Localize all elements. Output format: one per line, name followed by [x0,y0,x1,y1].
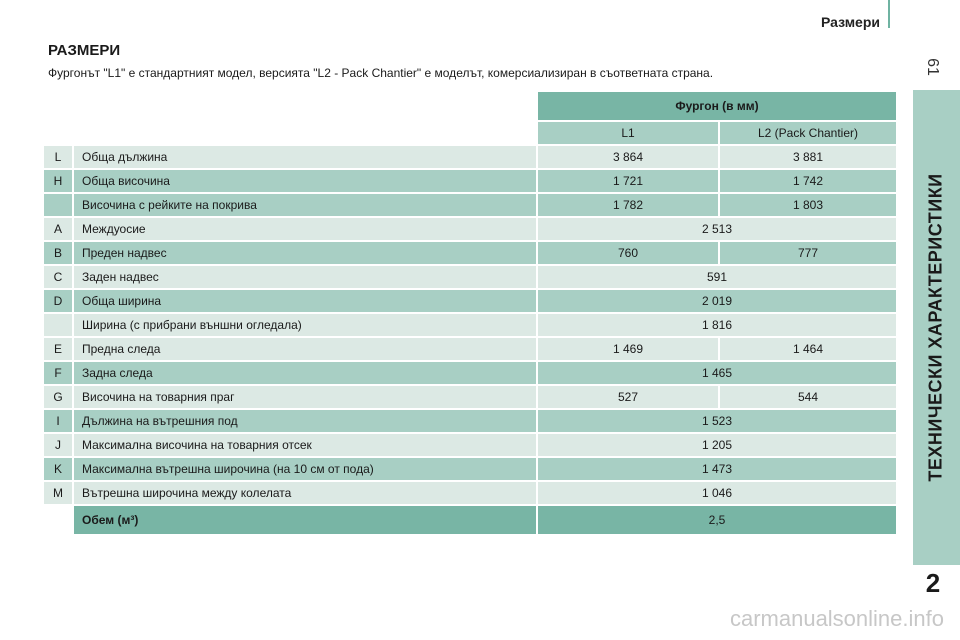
row-value-combined: 591 [538,266,896,288]
row-value-combined: 2 513 [538,218,896,240]
chapter-side-label-wrap [913,90,960,565]
volume-label: Обем (м³) [74,506,536,534]
row-code: M [44,482,72,504]
row-value-combined: 2 019 [538,290,896,312]
table-volume-row [44,506,896,534]
row-value-l2: 1 742 [720,170,896,192]
row-value-combined: 1 465 [538,362,896,384]
dimensions-table [42,90,898,536]
volume-code-blank [44,506,72,534]
row-label: Обща дължина [74,146,536,168]
table-row [44,338,896,360]
row-value-l1: 3 864 [538,146,718,168]
row-value-combined: 1 473 [538,458,896,480]
row-code: F [44,362,72,384]
table-row [44,194,896,216]
row-code: L [44,146,72,168]
row-value-l1: 760 [538,242,718,264]
row-code: A [44,218,72,240]
row-label: Задна следа [74,362,536,384]
row-label: Вътрешна широчина между колелата [74,482,536,504]
row-label: Максимална вътрешна широчина (на 10 см от пода) [74,458,536,480]
table-row [44,458,896,480]
section-title: РАЗМЕРИ [48,42,121,59]
column-header-l2: L2 (Pack Chantier) [720,122,896,144]
table-row [44,410,896,432]
row-value-combined: 1 523 [538,410,896,432]
watermark: carmanualsonline.info [729,606,944,631]
table-group-header-row [44,92,896,120]
table-group-header: Фургон (в мм) [538,92,896,120]
column-header-l1: L1 [538,122,718,144]
row-code: D [44,290,72,312]
row-label: Междуосие [74,218,536,240]
row-code: C [44,266,72,288]
table-column-header-row [44,122,896,144]
table-row [44,218,896,240]
chapter-number: 2 [925,568,941,598]
table-row [44,170,896,192]
table-row [44,314,896,336]
row-value-l1: 1 721 [538,170,718,192]
table-row [44,386,896,408]
row-code: B [44,242,72,264]
row-label: Преден надвес [74,242,536,264]
page-number: 61 [924,58,941,76]
row-label: Максимална височина на товарния отсек [74,434,536,456]
row-value-l2: 777 [720,242,896,264]
row-value-l2: 1 464 [720,338,896,360]
row-value-combined: 1 046 [538,482,896,504]
row-value-l2: 3 881 [720,146,896,168]
row-label: Височина на товарния праг [74,386,536,408]
row-code [44,194,72,216]
row-label: Дължина на вътрешния под [74,410,536,432]
row-code: J [44,434,72,456]
row-value-l1: 527 [538,386,718,408]
table-row [44,362,896,384]
table-row [44,146,896,168]
row-label: Височина с рейките на покрива [74,194,536,216]
row-value-l2: 1 803 [720,194,896,216]
row-value-combined: 1 816 [538,314,896,336]
row-label: Ширина (с прибрани външни огледала) [74,314,536,336]
row-label: Предна следа [74,338,536,360]
row-code: E [44,338,72,360]
row-code: I [44,410,72,432]
table-row [44,434,896,456]
volume-value: 2,5 [538,506,896,534]
row-code [44,314,72,336]
table-row [44,242,896,264]
row-value-combined: 1 205 [538,434,896,456]
row-label: Обща ширина [74,290,536,312]
running-header-title: Размери [820,14,880,30]
table-row [44,482,896,504]
row-value-l1: 1 469 [538,338,718,360]
row-value-l2: 544 [720,386,896,408]
chapter-side-label: ТЕХНИЧЕСКИ ХАРАКТЕРИСТИКИ [926,173,947,482]
row-label: Заден надвес [74,266,536,288]
table-row [44,290,896,312]
row-code: K [44,458,72,480]
row-code: H [44,170,72,192]
header-divider [888,0,890,28]
row-code: G [44,386,72,408]
row-label: Обща височина [74,170,536,192]
table-row [44,266,896,288]
row-value-l1: 1 782 [538,194,718,216]
section-subtitle: Фургонът "L1" е стандартният модел, версията "L2 - Pack Chantier" е моделът, комерсиализиран в съответната страна. [48,66,714,80]
